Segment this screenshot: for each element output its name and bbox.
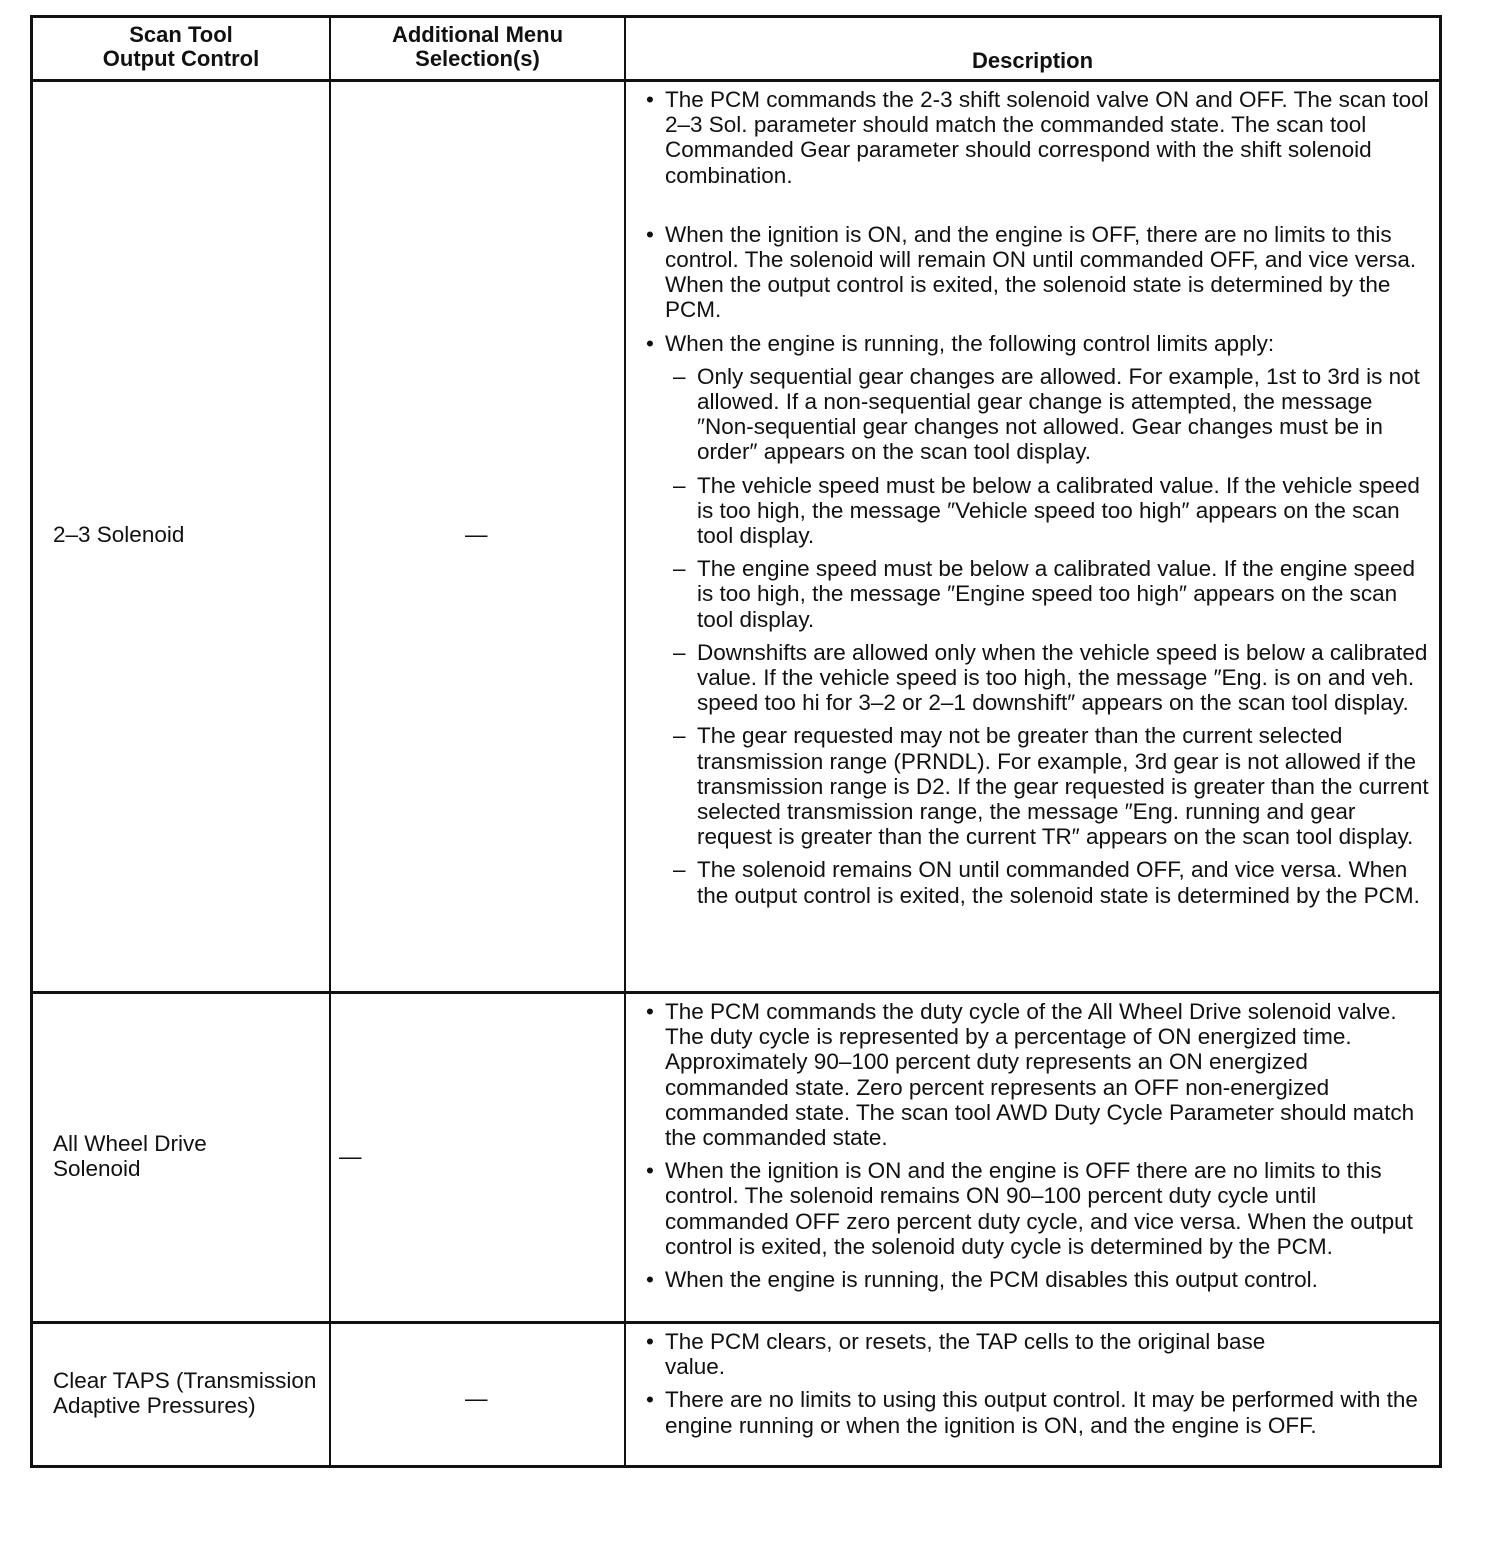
- header-description: Description: [971, 48, 1094, 73]
- description-bullet: • The PCM clears, or resets, the TAP cells to the original base value.: [646, 1329, 1266, 1380]
- description-bullet: • The PCM commands the duty cycle of the All Wheel Drive solenoid valve. The duty cycle is represented by a percentage of ON energized time. Approximately 90–100 percent duty represents an ON energized commanded state. Zero percent represents an OFF non-energized commanded state. The scan tool AWD Duty Cycle Parameter should match the commanded state.: [646, 999, 1415, 1151]
- table-header-row: [33, 18, 1439, 79]
- control-name: Clear TAPS (Transmission Adaptive Pressures): [53, 1368, 317, 1418]
- menu-selection-cell: [331, 994, 626, 1321]
- description-bullets: [646, 999, 1433, 1293]
- control-name: 2–3 Solenoid: [53, 522, 185, 547]
- menu-selection: —: [465, 1386, 488, 1411]
- sub-item: – The solenoid remains ON until commanded OFF, and vice versa. When the output control is exited, the solenoid state is determined by the PCM.: [673, 857, 1420, 908]
- control-name-cell: [33, 1324, 331, 1465]
- table-row: [33, 1321, 1439, 1465]
- description-bullets: [646, 1329, 1433, 1438]
- description-bullet: • The PCM commands the 2-3 shift solenoid valve ON and OFF. The scan tool 2–3 Sol. parameter should match the commanded state. The scan tool Commanded Gear parameter should correspond with the shift solenoid combination.: [646, 87, 1429, 188]
- description-bullet: • When the ignition is ON, and the engine is OFF, there are no limits to this control. The solenoid will remain ON until commanded OFF, and vice versa. When the output control is exited, the solenoid state is determined by the PCM.: [646, 221, 1417, 323]
- description-bullet: • When the engine is running, the following control limits apply: – Only sequential gear changes are allowed. For example, 1st to 3rd is not allowed. If a non-sequential gear change is attempted, the message ″Non-sequential gear changes not allowed. Gear changes must be in order″ appears on the scan tool display. – The vehicle speed must be below a calibrated value. If the vehicle speed is too high, the message ″Vehicle speed too high″ appears on the scan tool display. – The engine speed must be below a calibrated value. If the engine speed is too high, the message ″Engine speed too high″ appears on the scan tool display. – Downshifts are allowed only when the vehicle speed is below a calibrated value. If the vehicle speed is too high, the message ″Eng. is on and veh. speed too hi for 3–2 or 2–1 downshift″ appears on the scan tool display. – The gear requested may not be greater than the current selected transmission range (PRNDL). For example, 3rd gear is not allowed if the transmission range is D2. If the gear requested is greater than the current selected transmission range, the message ″Eng. running and gear request is greater than the current TR″ appears on the scan tool display. – The solenoid remains ON until commanded OFF, and vice versa. When the output control is exited, the solenoid state is determined by the PCM.: [665, 331, 1433, 908]
- control-name-cell: [33, 82, 331, 991]
- sub-item: – Only sequential gear changes are allowed. For example, 1st to 3rd is not allowed. If a non-sequential gear change is attempted, the message ″Non-sequential gear changes not allowed. Gear changes must be in order″ appears on the scan tool display.: [673, 363, 1420, 465]
- description-bullet: • There are no limits to using this output control. It may be performed with the engine running or when the ignition is ON, and the engine is OFF.: [646, 1387, 1418, 1438]
- control-name-cell: [33, 994, 331, 1321]
- output-control-table: [30, 15, 1442, 1468]
- menu-selection-cell: [331, 1324, 626, 1465]
- control-name: All Wheel Drive Solenoid: [53, 1131, 207, 1181]
- sub-item: – Downshifts are allowed only when the vehicle speed is below a calibrated value. If the vehicle speed is too high, the message ″Eng. is on and veh. speed too hi for 3–2 or 2–1 downshift″ appears on the scan tool display.: [673, 639, 1428, 716]
- sub-item: – The engine speed must be below a calibrated value. If the engine speed is too high, the message ″Engine speed too high″ appears on the scan tool display.: [673, 556, 1415, 632]
- table-row: [33, 79, 1439, 991]
- description-bullets: [646, 87, 1433, 908]
- sub-item: – The gear requested may not be greater than the current selected transmission range (PRNDL). For example, 3rd gear is not allowed if the transmission range is D2. If the gear requested is greater than the current selected transmission range, the message ″Eng. running and gear request is greater than the current TR″ appears on the scan tool display.: [673, 723, 1429, 850]
- menu-selection-cell: [331, 82, 626, 991]
- description-bullet: • When the ignition is ON and the engine is OFF there are no limits to this control. The solenoid remains ON 90–100 percent duty cycle until commanded OFF zero percent duty cycle, and vice versa. When the output control is exited, the solenoid duty cycle is determined by the PCM.: [646, 1158, 1413, 1259]
- menu-selection: —: [465, 522, 488, 547]
- header-additional-menu-selections: Additional Menu Selection(s): [331, 18, 626, 79]
- table-row: [33, 991, 1439, 1321]
- description-cell: [626, 82, 1439, 991]
- sub-item: – The vehicle speed must be below a calibrated value. If the vehicle speed is too high, the message ″Vehicle speed too high″ appears on the scan tool display.: [673, 472, 1420, 549]
- description-cell: [626, 1324, 1439, 1465]
- sub-item-list: [673, 364, 1433, 908]
- menu-selection: —: [339, 1144, 362, 1169]
- description-cell: [626, 994, 1439, 1321]
- description-bullet: • When the engine is running, the PCM disables this output control.: [646, 1267, 1318, 1293]
- header-scan-tool-output-control: Scan Tool Output Control: [33, 18, 331, 79]
